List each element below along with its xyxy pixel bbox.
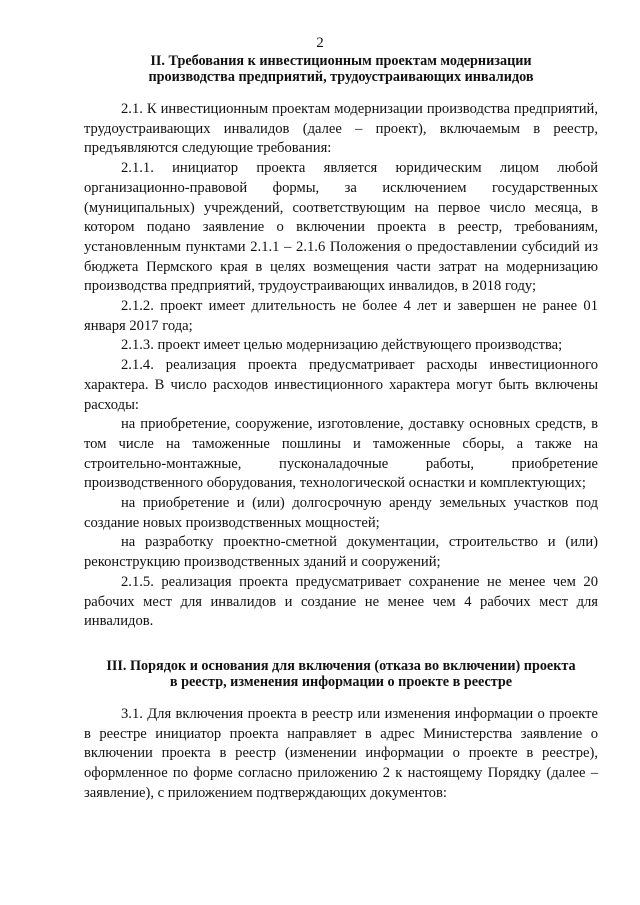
section-2-heading-line-2: производства предприятий, трудоустраивающих инвалидов — [148, 68, 534, 85]
paragraph-expense-design: на разработку проектно-сметной документации, строительство и (или) реконструкцию производственных зданий и сооружений; — [84, 534, 598, 571]
section-2-body — [84, 100, 598, 632]
paragraph-expense-fixed-assets: на приобретение, сооружение, изготовление, доставку основных средств, в том числе на таможенные пошлины и таможенные сборы, а также на строительно-монтажные, пусконаладочные работы, приобретение производственного оборудования, технологической оснастки и комплектующих; — [84, 416, 598, 492]
paragraph-2-1-5: 2.1.5. реализация проекта предусматривает сохранение не менее чем 20 рабочих мест для инвалидов и создание не менее чем 4 рабочих мест для инвалидов. — [84, 573, 598, 630]
paragraph-2-1-3: 2.1.3. проект имеет целью модернизацию действующего производства; — [121, 337, 563, 354]
paragraph-2-1-1: 2.1.1. инициатор проекта является юридическим лицом любой организационно-правовой формы, за исключением государственных (муниципальных) учреждений, соответствующим на первое число месяца, в котором подано заявление о включении проекта в реестр, требованиям, установленным пунктами 2.1.1 – 2.1.6 Положения о предоставлении субсидий из бюджета Пермского края в целях возмещения части затрат на модернизацию производства предприятий, трудоустраивающих инвалидов, в 2018 году; — [84, 160, 598, 295]
section-3-heading — [84, 659, 598, 690]
section-3-heading-line-1: III. Порядок и основания для включения (отказа во включении) проекта — [106, 658, 576, 674]
section-2-heading-line-1: II. Требования к инвестиционным проектам модернизации — [150, 53, 532, 69]
section-3-body — [84, 705, 598, 804]
paragraph-2-1: 2.1. К инвестиционным проектам модернизации производства предприятий, трудоустраивающих инвалидов (далее – проект), включаемым в реестр, предъявляются следующие требования: — [84, 101, 598, 157]
page-number: 2 — [316, 35, 324, 51]
section-3-heading-line-2: в реестр, изменения информации о проекте в реестре — [169, 673, 513, 690]
section-2-heading — [84, 54, 598, 85]
paragraph-3-1: 3.1. Для включения проекта в реестр или изменения информации о проекте в реестре инициатор проекта направляет в адрес Министерства заявление о включении проекта в реестр (изменении информации о проекте в реестре), оформленное по форме согласно приложению 2 к настоящему Порядку (далее – заявление), с приложением подтверждающих документов: — [84, 706, 598, 801]
paragraph-2-1-2: 2.1.2. проект имеет длительность не более 4 лет и завершен не ранее 01 января 2017 года; — [84, 298, 598, 334]
paragraph-expense-land: на приобретение и (или) долгосрочную аренду земельных участков под создание новых производственных мощностей; — [84, 495, 598, 531]
paragraph-2-1-4: 2.1.4. реализация проекта предусматривает расходы инвестиционного характера. В число расходов инвестиционного характера могут быть включены расходы: — [84, 357, 598, 413]
